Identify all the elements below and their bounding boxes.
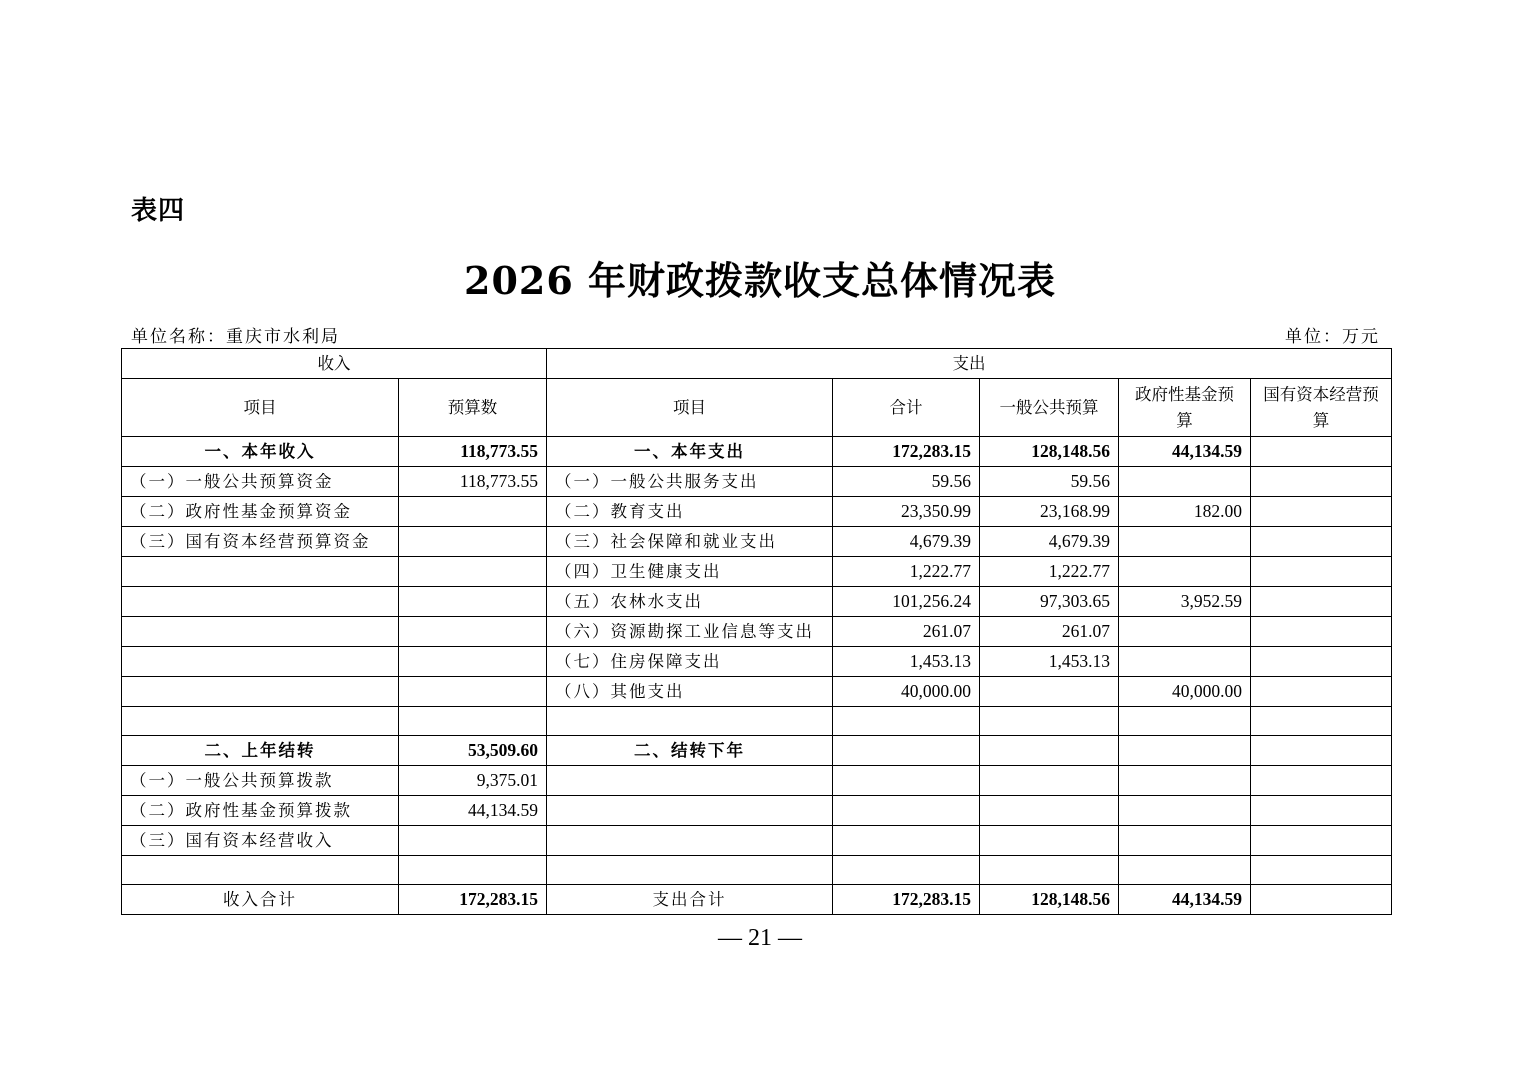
expense-fund: 182.00 xyxy=(1119,497,1251,527)
totals-row xyxy=(122,885,1392,915)
expense-item-header: 项目 xyxy=(547,379,833,437)
expense-fund xyxy=(1119,736,1251,766)
expense-fund: 40,000.00 xyxy=(1119,677,1251,707)
expense-general xyxy=(980,856,1119,885)
expense-item: （六）资源勘探工业信息等支出 xyxy=(547,617,833,647)
income-value: 9,375.01 xyxy=(399,766,547,796)
unit-name: 单位名称：重庆市水利局 xyxy=(131,327,340,347)
expense-item: （三）社会保障和就业支出 xyxy=(547,527,833,557)
income-item: （二）政府性基金预算拨款 xyxy=(122,796,399,826)
table-row xyxy=(122,617,1392,647)
expense-item xyxy=(547,796,833,826)
income-value xyxy=(399,647,547,677)
income-value xyxy=(399,497,547,527)
table-row xyxy=(122,796,1392,826)
income-value: 118,773.55 xyxy=(399,437,547,467)
expense-total xyxy=(833,796,980,826)
page-number: — 21 — xyxy=(718,925,802,951)
expense-general: 1,453.13 xyxy=(980,647,1119,677)
expense-total: 172,283.15 xyxy=(833,437,980,467)
expense-total: 40,000.00 xyxy=(833,677,980,707)
income-value xyxy=(399,527,547,557)
general-public-budget-header: 一般公共预算 xyxy=(980,379,1119,437)
expense-header: 支出 xyxy=(547,349,1392,379)
expense-item xyxy=(547,856,833,885)
table-row xyxy=(122,766,1392,796)
income-value xyxy=(399,856,547,885)
expense-fund xyxy=(1119,467,1251,497)
expense-capital xyxy=(1251,677,1392,707)
income-value xyxy=(399,826,547,856)
table-row-empty xyxy=(122,856,1392,885)
expense-capital xyxy=(1251,497,1392,527)
header-row-top xyxy=(122,349,1392,379)
expense-fund xyxy=(1119,617,1251,647)
income-total-value: 172,283.15 xyxy=(399,885,547,915)
expense-item: （一）一般公共服务支出 xyxy=(547,467,833,497)
expense-capital xyxy=(1251,527,1392,557)
state-capital-budget-header: 国有资本经营预算 xyxy=(1251,379,1392,437)
income-value xyxy=(399,677,547,707)
income-value xyxy=(399,617,547,647)
expense-total xyxy=(833,736,980,766)
budget-amount-header: 预算数 xyxy=(399,379,547,437)
expense-total xyxy=(833,707,980,736)
expense-item: （八）其他支出 xyxy=(547,677,833,707)
expense-capital xyxy=(1251,736,1392,766)
income-item: （二）政府性基金预算资金 xyxy=(122,497,399,527)
expense-capital xyxy=(1251,437,1392,467)
table-row-empty xyxy=(122,707,1392,736)
table-row xyxy=(122,587,1392,617)
income-item xyxy=(122,677,399,707)
income-item: （一）一般公共预算资金 xyxy=(122,467,399,497)
expense-fund xyxy=(1119,647,1251,677)
expense-total: 1,453.13 xyxy=(833,647,980,677)
expense-general-total: 128,148.56 xyxy=(980,885,1119,915)
header-row-columns xyxy=(122,379,1392,437)
expense-capital xyxy=(1251,557,1392,587)
income-category: 二、上年结转 xyxy=(122,736,399,766)
expense-general: 59.56 xyxy=(980,467,1119,497)
expense-capital xyxy=(1251,826,1392,856)
expense-fund: 44,134.59 xyxy=(1119,437,1251,467)
expense-capital xyxy=(1251,856,1392,885)
expense-fund xyxy=(1119,557,1251,587)
expense-item: （五）农林水支出 xyxy=(547,587,833,617)
table-row xyxy=(122,467,1392,497)
expense-general: 128,148.56 xyxy=(980,437,1119,467)
table-row xyxy=(122,527,1392,557)
expense-capital xyxy=(1251,467,1392,497)
expense-general xyxy=(980,736,1119,766)
expense-capital xyxy=(1251,587,1392,617)
budget-table xyxy=(121,348,1392,915)
expense-fund-total: 44,134.59 xyxy=(1119,885,1251,915)
income-item xyxy=(122,557,399,587)
expense-fund xyxy=(1119,856,1251,885)
expense-total: 101,256.24 xyxy=(833,587,980,617)
expense-capital xyxy=(1251,766,1392,796)
table-number-label: 表四 xyxy=(131,196,186,226)
income-header: 收入 xyxy=(122,349,547,379)
document-title: 2026 年财政拨款收支总体情况表 xyxy=(464,258,1056,303)
expense-total xyxy=(833,766,980,796)
expense-fund xyxy=(1119,707,1251,736)
expense-item xyxy=(547,707,833,736)
expense-item: （七）住房保障支出 xyxy=(547,647,833,677)
expense-capital xyxy=(1251,647,1392,677)
expense-fund xyxy=(1119,796,1251,826)
income-item xyxy=(122,617,399,647)
expense-fund xyxy=(1119,766,1251,796)
table-row xyxy=(122,437,1392,467)
table-row xyxy=(122,497,1392,527)
income-value: 53,509.60 xyxy=(399,736,547,766)
table-row xyxy=(122,826,1392,856)
income-item xyxy=(122,707,399,736)
expense-item xyxy=(547,826,833,856)
expense-capital xyxy=(1251,796,1392,826)
expense-capital xyxy=(1251,707,1392,736)
expense-capital xyxy=(1251,617,1392,647)
income-value xyxy=(399,707,547,736)
expense-item: （四）卫生健康支出 xyxy=(547,557,833,587)
expense-fund xyxy=(1119,527,1251,557)
expense-total: 1,222.77 xyxy=(833,557,980,587)
income-item xyxy=(122,647,399,677)
income-value xyxy=(399,557,547,587)
expense-item xyxy=(547,766,833,796)
expense-general xyxy=(980,677,1119,707)
income-value xyxy=(399,587,547,617)
expense-fund xyxy=(1119,826,1251,856)
expense-capital-total xyxy=(1251,885,1392,915)
table-row xyxy=(122,736,1392,766)
expense-total-label: 支出合计 xyxy=(547,885,833,915)
table-row xyxy=(122,647,1392,677)
income-total-label: 收入合计 xyxy=(122,885,399,915)
expense-total: 261.07 xyxy=(833,617,980,647)
income-item xyxy=(122,587,399,617)
income-item-header: 项目 xyxy=(122,379,399,437)
expense-total xyxy=(833,826,980,856)
expense-general: 4,679.39 xyxy=(980,527,1119,557)
table-row xyxy=(122,677,1392,707)
currency-unit: 单位：万元 xyxy=(1285,327,1380,347)
expense-general: 261.07 xyxy=(980,617,1119,647)
expense-general: 23,168.99 xyxy=(980,497,1119,527)
expense-category: 一、本年支出 xyxy=(547,437,833,467)
income-item: （一）一般公共预算拨款 xyxy=(122,766,399,796)
expense-general xyxy=(980,707,1119,736)
expense-general xyxy=(980,826,1119,856)
income-value: 44,134.59 xyxy=(399,796,547,826)
income-item xyxy=(122,856,399,885)
expense-general xyxy=(980,766,1119,796)
expense-item: （二）教育支出 xyxy=(547,497,833,527)
table-row xyxy=(122,557,1392,587)
income-item: （三）国有资本经营预算资金 xyxy=(122,527,399,557)
gov-fund-budget-header: 政府性基金预算 xyxy=(1119,379,1251,437)
expense-fund: 3,952.59 xyxy=(1119,587,1251,617)
total-header: 合计 xyxy=(833,379,980,437)
expense-category: 二、结转下年 xyxy=(547,736,833,766)
expense-total: 4,679.39 xyxy=(833,527,980,557)
expense-total: 59.56 xyxy=(833,467,980,497)
income-category: 一、本年收入 xyxy=(122,437,399,467)
expense-total xyxy=(833,856,980,885)
expense-general: 97,303.65 xyxy=(980,587,1119,617)
expense-total: 23,350.99 xyxy=(833,497,980,527)
income-item: （三）国有资本经营收入 xyxy=(122,826,399,856)
expense-general: 1,222.77 xyxy=(980,557,1119,587)
income-value: 118,773.55 xyxy=(399,467,547,497)
expense-general xyxy=(980,796,1119,826)
expense-total-value: 172,283.15 xyxy=(833,885,980,915)
